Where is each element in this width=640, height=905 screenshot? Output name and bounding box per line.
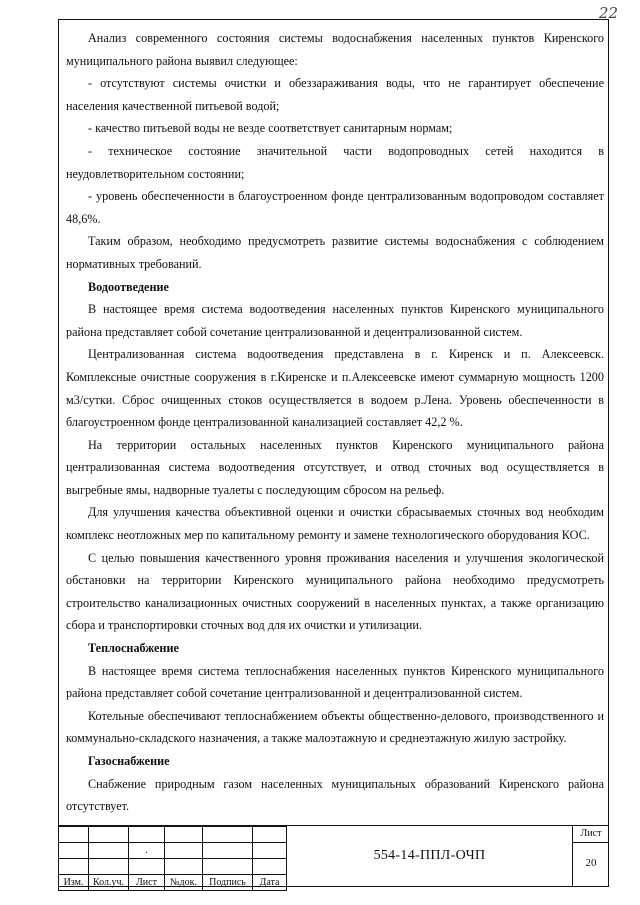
paragraph-sewerage-other-settlements: На территории остальных населенных пунктов Киренского муниципального района централизованная система водоотведения отсутствует, и отвод сточных вод осуществляется в выгребные ямы, надворные туалеты с последующим сбросом на рельеф. — [66, 437, 604, 497]
paragraph-sewerage-improvement: Для улучшения качества объективной оценки и очистки сбрасываемых сточных вод необходим комплекс неотложных мер по капитальному ремонту и замене технологического оборудования КОС. — [66, 505, 604, 543]
revision-cell — [165, 859, 203, 875]
revision-cell — [203, 843, 253, 859]
paragraph-heat-boilers: Котельные обеспечивают теплоснабжением объекты общественно-делового, производственного и коммунально-складского назначения, а также малоэтажную и среднеэтажную жилую застройку. — [66, 708, 604, 746]
revision-cell — [253, 827, 287, 843]
heading-heat-supply: Теплоснабжение — [88, 641, 179, 656]
revision-cell — [253, 859, 287, 875]
label-signature: Подпись — [203, 875, 253, 891]
revision-cell — [129, 827, 165, 843]
heading-gas-supply: Газоснабжение — [88, 754, 170, 768]
sheet-number: 20 — [585, 857, 597, 869]
revision-table — [58, 826, 287, 891]
revision-cell — [165, 827, 203, 843]
revision-cell — [89, 827, 129, 843]
paragraph-bullet-supply-level: - уровень обеспеченности в благоустроенном фонде централизованным водопроводом составляет 48,6%. — [66, 189, 604, 226]
label-doc-number: №док. — [165, 875, 203, 891]
sheet-box — [573, 826, 609, 886]
revision-cell — [203, 827, 253, 843]
title-block — [58, 825, 609, 887]
sheet-label: Лист — [573, 826, 609, 843]
paragraph-sewerage-overview: В настоящее время система водоотведения населенных пунктов Киренского муниципального района представляет собой сочетание централизованной и децентрализованной систем. — [66, 302, 604, 339]
revision-cell — [59, 827, 89, 843]
paragraph-bullet-water-quality: - качество питьевой воды не везде соответствует санитарным нормам; — [88, 121, 453, 136]
revision-cell — [203, 859, 253, 875]
label-date: Дата — [253, 875, 287, 891]
revision-cell — [165, 843, 203, 859]
paragraph-bullet-network-condition: - техническое состояние значительной части водопроводных сетей находится в неудовлетворительном состоянии; — [66, 143, 604, 181]
paragraph-gas-absent: Снабжение природным газом населенных муниципальных образований Киренского района отсутствует. — [66, 776, 604, 814]
revision-mark: . — [129, 843, 165, 859]
revision-cell — [253, 843, 287, 859]
handwritten-page-number: 22 — [598, 4, 618, 22]
document-code: 554-14-ППЛ-ОЧП — [286, 826, 573, 886]
revision-cell — [59, 843, 89, 859]
label-sheet: Лист — [129, 875, 165, 891]
document-body — [66, 27, 604, 818]
revision-cell — [129, 859, 165, 875]
paragraph-sewerage-goals: С целью повышения качественного уровня проживания населения и улучшения экологической обстановки на территории Киренского муниципального района необходимо предусмотреть строительство канализационных очистных сооружений в населенных пунктах, а также организацию сбора и транспортировки сточных вод для их очистки и утилизации. — [66, 550, 604, 633]
paragraph-analysis-intro: Анализ современного состояния системы водоснабжения населенных пунктов Киренского муниципального района выявил следующее: — [66, 31, 604, 68]
label-quantity: Кол.уч. — [89, 875, 129, 891]
paragraph-bullet-no-treatment: - отсутствуют системы очистки и обеззараживания воды, что не гарантирует обеспечение населения качественной питьевой водой; — [66, 76, 604, 113]
revision-cell — [89, 843, 129, 859]
label-change: Изм. — [59, 875, 89, 891]
paragraph-heat-overview: В настоящее время система теплоснабжения населенных пунктов Киренского муниципального района представляет собой сочетание централизованной и децентрализованной систем. — [66, 663, 604, 701]
revision-cell — [59, 859, 89, 875]
paragraph-water-conclusion: Таким образом, необходимо предусмотреть развитие системы водоснабжения с соблюдением нормативных требований. — [66, 234, 604, 271]
paragraph-sewerage-centralized: Централизованная система водоотведения представлена в г. Киренск и п. Алексеевск. Комплексные очистные сооружения в г.Киренске и п.Алексеевске имеют суммарную мощность 1200 м3/сутки. Сброс очищенных стоков осуществляется в водоем р.Лена. Уровень обеспеченности в благоустроенном фонде централизованной канализацией составляет 42,2 %. — [66, 347, 604, 430]
revision-cell — [89, 859, 129, 875]
heading-sewerage: Водоотведение — [88, 279, 169, 294]
